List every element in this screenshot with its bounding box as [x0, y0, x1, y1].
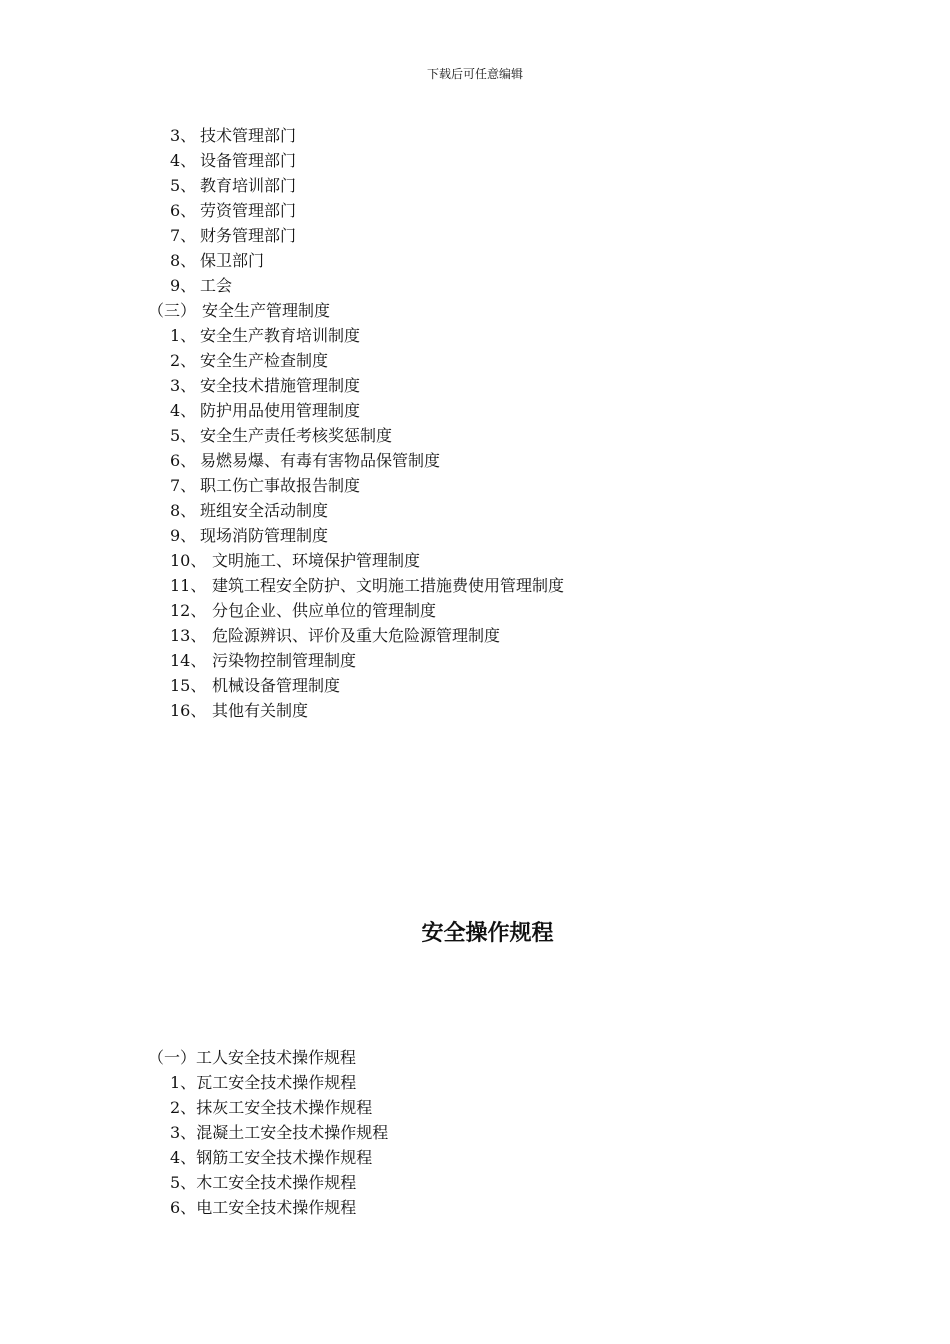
- item-text: 防护用品使用管理制度: [200, 401, 361, 420]
- item-number: 14、: [170, 651, 207, 670]
- item-text: 文明施工、环境保护管理制度: [212, 551, 421, 570]
- list-item: [0, 1195, 388, 1220]
- list-item: [0, 248, 564, 273]
- section-title: 安全操作规程: [421, 920, 554, 946]
- list-item: [0, 198, 564, 223]
- item-text: 瓦工安全技术操作规程: [196, 1073, 357, 1092]
- item-text: 机械设备管理制度: [212, 676, 341, 695]
- item-number: 9、: [170, 276, 197, 295]
- item-number: 8、: [170, 501, 197, 520]
- list-item: [0, 373, 564, 398]
- list-item: [0, 573, 564, 598]
- item-text: 建筑工程安全防护、文明施工措施费使用管理制度: [212, 576, 565, 595]
- section-heading: [0, 1045, 388, 1070]
- item-text: 工会: [200, 276, 233, 295]
- item-text: 混凝土工安全技术操作规程: [196, 1123, 389, 1142]
- list-item: [0, 1170, 388, 1195]
- item-number: 13、: [170, 626, 207, 645]
- item-text: 职工伤亡事故报告制度: [200, 476, 361, 495]
- item-text: 其他有关制度: [212, 701, 309, 720]
- item-number: 12、: [170, 601, 207, 620]
- list-item: [0, 498, 564, 523]
- item-number: 4、: [170, 401, 197, 420]
- list-item: [0, 623, 564, 648]
- item-text: 班组安全活动制度: [200, 501, 329, 520]
- item-number: 5、: [170, 176, 197, 195]
- item-number: 10、: [170, 551, 207, 570]
- operation-rules-list: [0, 1045, 388, 1220]
- list-item: [0, 673, 564, 698]
- item-number: 5、: [170, 426, 197, 445]
- item-text: 污染物控制管理制度: [212, 651, 357, 670]
- management-list: [0, 123, 564, 723]
- item-number: （一）: [148, 1048, 197, 1067]
- item-text: 易燃易爆、有毒有害物品保管制度: [200, 451, 441, 470]
- item-text: 分包企业、供应单位的管理制度: [212, 601, 437, 620]
- list-item: [0, 398, 564, 423]
- list-item: [0, 273, 564, 298]
- list-item: [0, 323, 564, 348]
- list-item: [0, 548, 564, 573]
- item-number: 6、: [170, 1198, 197, 1217]
- section-heading: [0, 298, 564, 323]
- item-number: 11、: [170, 576, 207, 595]
- item-text: 危险源辨识、评价及重大危险源管理制度: [212, 626, 501, 645]
- list-item: [0, 1095, 388, 1120]
- item-number: 15、: [170, 676, 207, 695]
- list-item: [0, 473, 564, 498]
- item-text: 教育培训部门: [200, 176, 297, 195]
- list-item: [0, 223, 564, 248]
- list-item: [0, 173, 564, 198]
- item-text: 抹灰工安全技术操作规程: [196, 1098, 373, 1117]
- item-number: 7、: [170, 226, 197, 245]
- item-number: 4、: [170, 1148, 197, 1167]
- list-item: [0, 1070, 388, 1095]
- list-item: [0, 448, 564, 473]
- item-number: 5、: [170, 1173, 197, 1192]
- item-number: 6、: [170, 451, 197, 470]
- item-text: 钢筋工安全技术操作规程: [196, 1148, 373, 1167]
- list-item: [0, 698, 564, 723]
- list-item: [0, 348, 564, 373]
- item-number: 9、: [170, 526, 197, 545]
- item-text: 设备管理部门: [200, 151, 297, 170]
- item-text: 技术管理部门: [200, 126, 297, 145]
- item-number: 16、: [170, 701, 207, 720]
- item-number: 3、: [170, 126, 197, 145]
- item-text: 木工安全技术操作规程: [196, 1173, 357, 1192]
- item-number: 2、: [170, 1098, 197, 1117]
- item-number: 4、: [170, 151, 197, 170]
- item-text: 保卫部门: [200, 251, 265, 270]
- list-item: [0, 648, 564, 673]
- item-text: 安全生产教育培训制度: [200, 326, 361, 345]
- list-item: [0, 148, 564, 173]
- item-text: 电工安全技术操作规程: [196, 1198, 357, 1217]
- item-number: 8、: [170, 251, 197, 270]
- list-item: [0, 523, 564, 548]
- list-item: [0, 1120, 388, 1145]
- item-text: 工人安全技术操作规程: [196, 1048, 357, 1067]
- list-item: [0, 598, 564, 623]
- item-text: 财务管理部门: [200, 226, 297, 245]
- item-number: （三）: [148, 301, 197, 320]
- list-item: [0, 123, 564, 148]
- item-text: 安全生产管理制度: [202, 301, 331, 320]
- list-item: [0, 423, 564, 448]
- item-number: 3、: [170, 376, 197, 395]
- item-text: 现场消防管理制度: [200, 526, 329, 545]
- item-text: 安全生产检查制度: [200, 351, 329, 370]
- item-number: 1、: [170, 1073, 197, 1092]
- list-item: [0, 1145, 388, 1170]
- item-text: 劳资管理部门: [200, 201, 297, 220]
- item-number: 1、: [170, 326, 197, 345]
- item-number: 7、: [170, 476, 197, 495]
- item-text: 安全技术措施管理制度: [200, 376, 361, 395]
- item-number: 2、: [170, 351, 197, 370]
- item-text: 安全生产责任考核奖惩制度: [200, 426, 393, 445]
- header-note: 下载后可任意编辑: [426, 67, 523, 81]
- item-number: 6、: [170, 201, 197, 220]
- item-number: 3、: [170, 1123, 197, 1142]
